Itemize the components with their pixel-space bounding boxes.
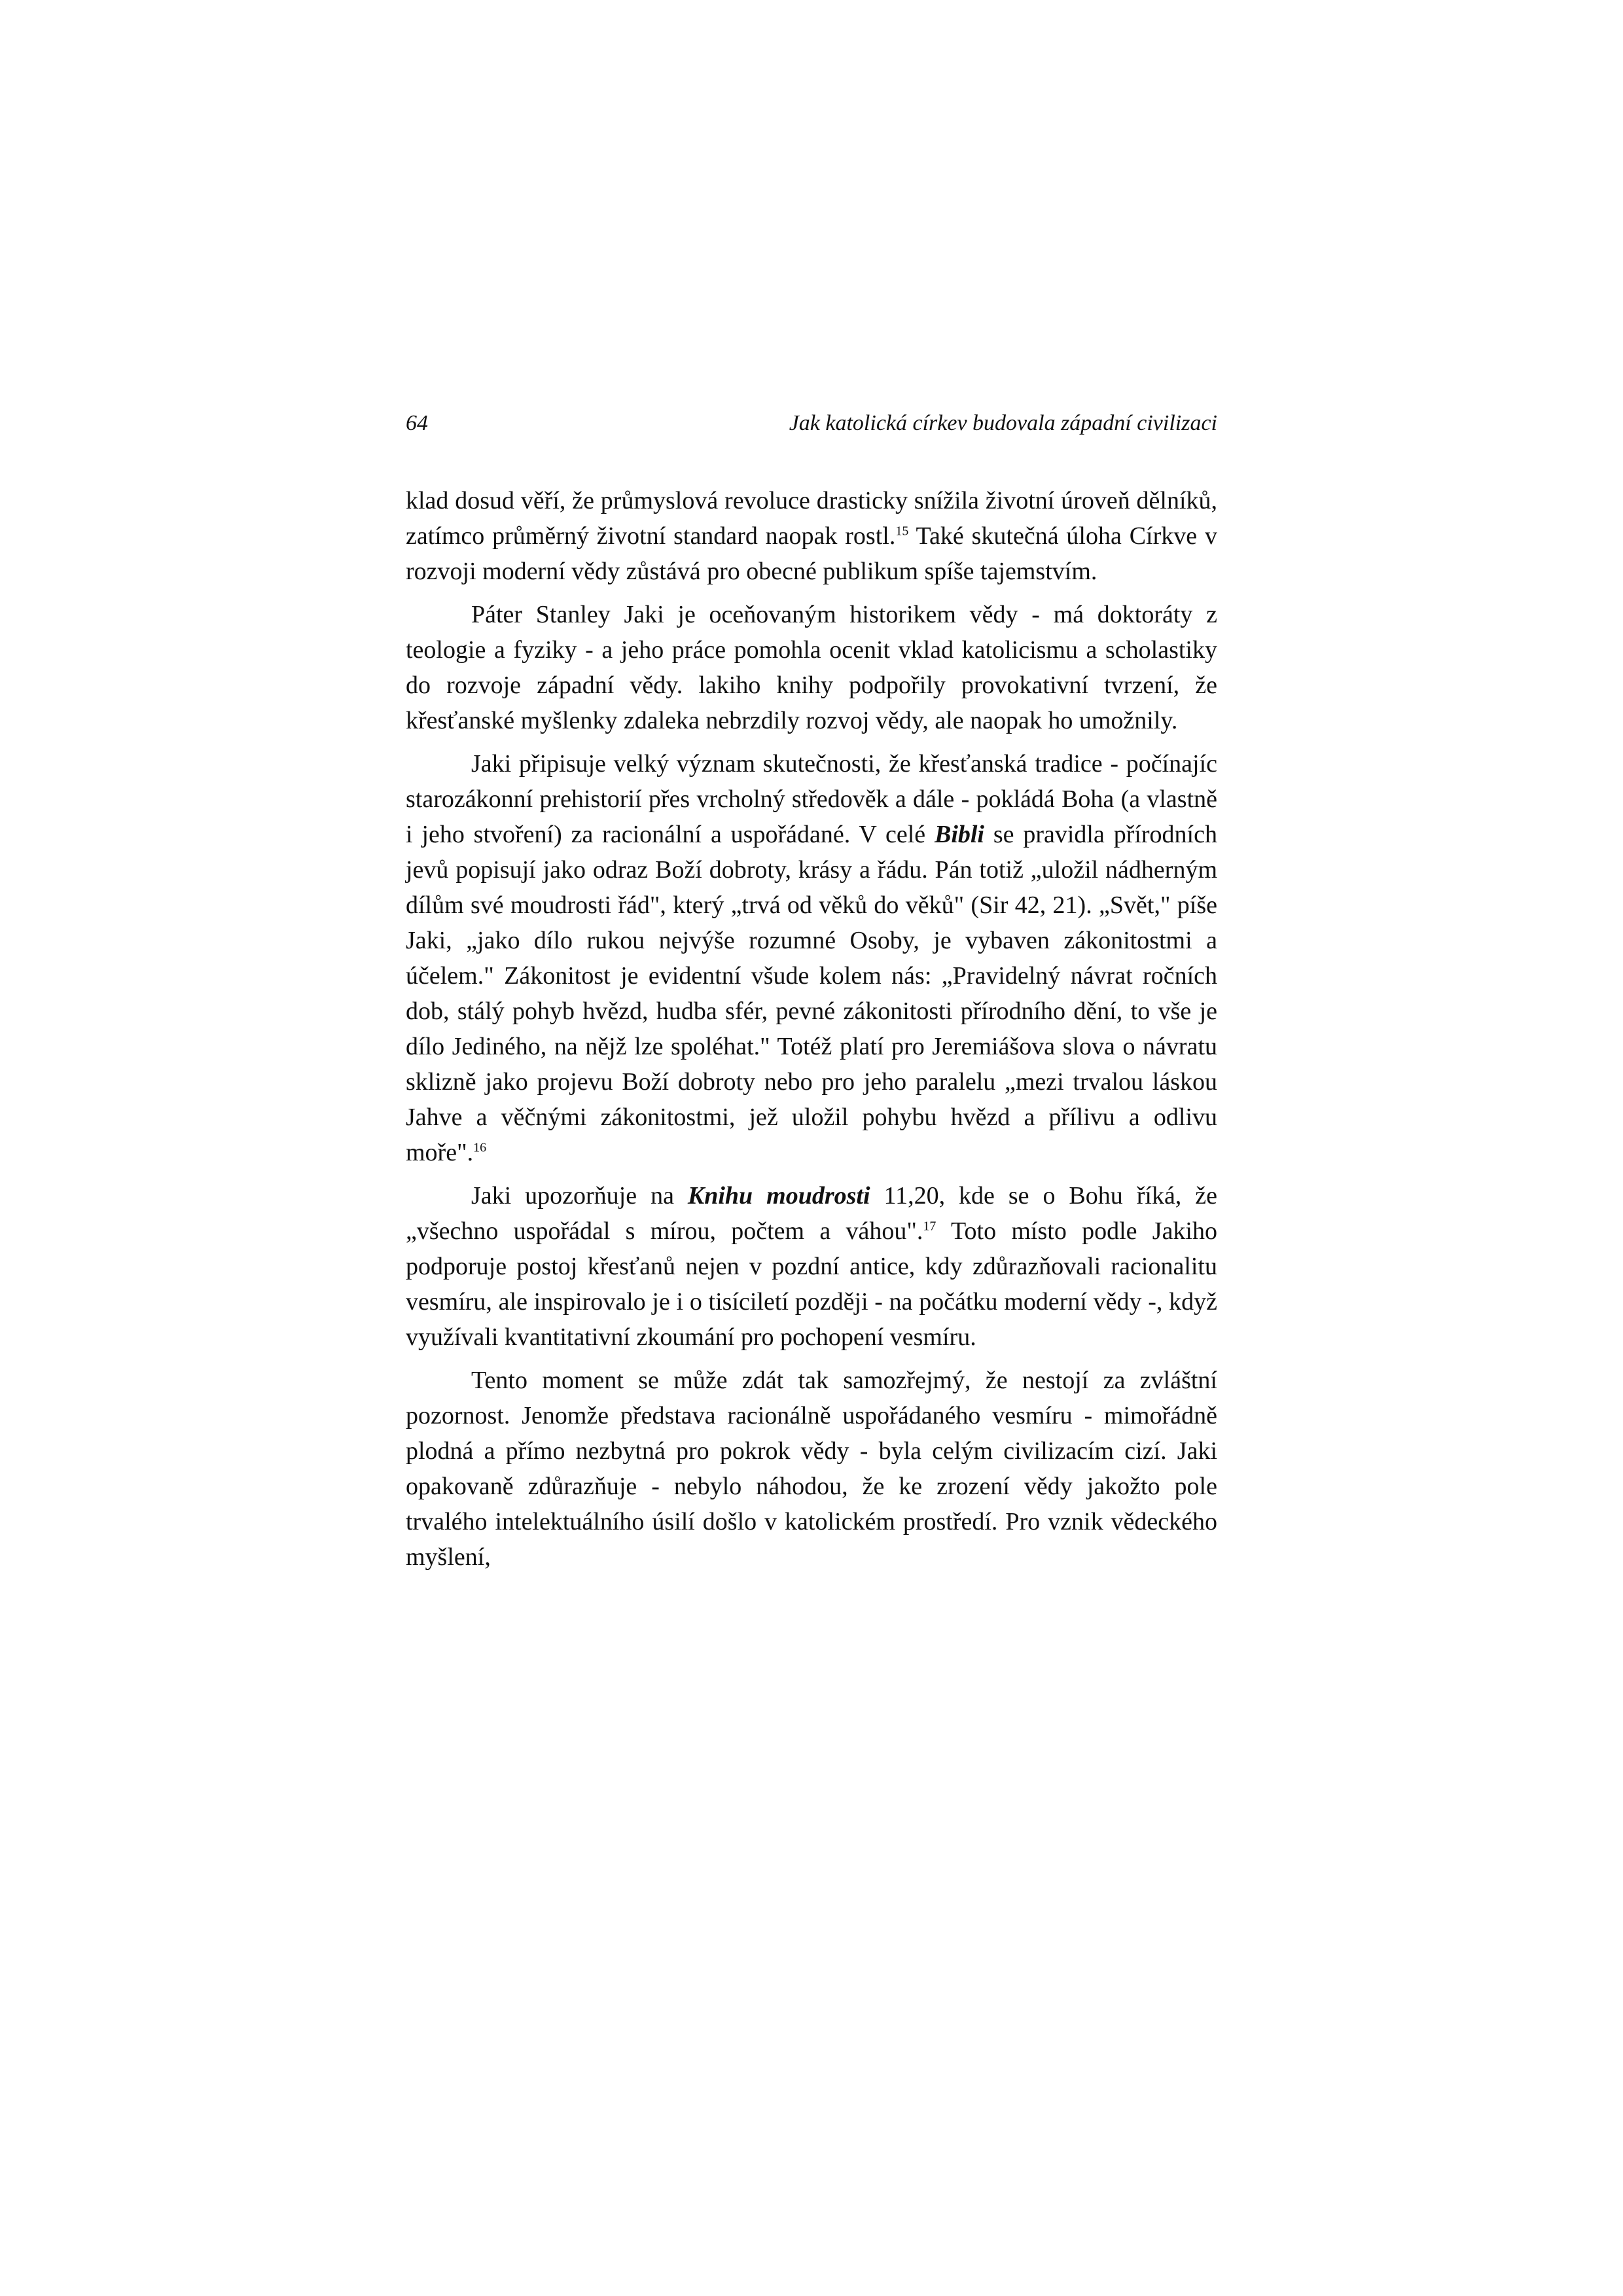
text-run: Jaki připisuje velký význam skutečnosti, že křesťanská tradice - počínajíc starozákonní prehistorií přes vrcholný středověk a dále - pokládá Boha (a vlastně i jeho stvoření) za racionální a uspořádané. V celé xyxy=(406,750,1217,848)
footnote-reference: 17 xyxy=(923,1219,936,1234)
body-text xyxy=(406,483,1217,1575)
text-run: Jaki upozorňuje na xyxy=(471,1182,688,1210)
running-header xyxy=(406,411,1217,450)
paragraph xyxy=(406,483,1217,589)
italic-title: Bibli xyxy=(934,821,984,848)
paragraph xyxy=(406,597,1217,738)
text-run: Také skutečná úloha Církve v rozvoji moderní vědy zůstává pro obecné publikum spíše tajemstvím. xyxy=(406,522,1217,585)
text-run: klad dosud věří, že průmyslová revoluce drasticky snížila životní úroveň dělníků, zatímco průměrný životní standard naopak rostl. xyxy=(406,487,1217,550)
text-run: Páter Stanley Jaki je oceňovaným historikem vědy - má doktoráty z teologie a fyziky - a jeho práce pomohla ocenit vklad katolicismu a scholastiky do rozvoje západní vědy. lakiho knihy podpořily provokativní tvrzení, že křesťanské myšlenky zdaleka nebrzdily rozvoj vědy, ale naopak ho umožnily. xyxy=(406,601,1217,734)
italic-title: Knihu moudrosti xyxy=(687,1182,870,1210)
text-run: Tento moment se může zdát tak samozřejmý, že nestojí za zvláštní pozornost. Jenomže představa racionálně uspořádaného vesmíru - mimořádně plodná a přímo nezbytná pro pokrok vědy - byla celým civilizacím cizí. Jaki opakovaně zdůrazňuje - nebylo náhodou, že ke zrození vědy jakožto pole trvalého intelektuálního úsilí došlo v katolickém prostředí. Pro vznik vědeckého myšlení, xyxy=(406,1367,1217,1571)
paragraph xyxy=(406,1178,1217,1355)
text-run: 11,20, kde se o Bohu říká, že „všechno uspořádal s mírou, počtem a váhou". xyxy=(406,1182,1217,1245)
paragraph xyxy=(406,1363,1217,1575)
paragraph xyxy=(406,746,1217,1170)
text-run: se pravidla přírodních jevů popisují jako odraz Boží dobroty, krásy a řádu. Pán totiž „uložil nádherným dílům své moudrosti řád", který „trvá od věků do věků" (Sir 42, 21). „Svět," píše Jaki, „jako dílo rukou nejvýše rozumné Osoby, je vybaven zákonitostmi a účelem." Zákonitost je evidentní všude kolem nás: „Pravidelný návrat ročních dob, stálý pohyb hvězd, hudba sfér, pevné zákonitosti přírodního dění, to vše je dílo Jediného, na nějž lze spoléhat." Totéž platí pro Jeremiášova slova o návratu sklizně jako projevu Boží dobroty nebo pro jeho paralelu „mezi trvalou láskou Jahve a věčnými zákonitostmi, jež uložil pohybu hvězd a přílivu a odlivu moře". xyxy=(406,821,1217,1166)
footnote-reference: 15 xyxy=(895,524,909,539)
text-run: Toto místo podle Jakiho podporuje postoj křesťanů nejen v pozdní antice, kdy zdůrazňovali racionalitu vesmíru, ale inspirovalo je i o tisíciletí později - na počátku moderní vědy -, když využívali kvantitativní zkoumání pro pochopení vesmíru. xyxy=(406,1217,1217,1351)
book-page xyxy=(406,411,1217,1575)
page-number: 64 xyxy=(406,411,428,435)
footnote-reference: 16 xyxy=(473,1140,487,1155)
running-title: Jak katolická církev budovala západní civilizaci xyxy=(789,411,1217,435)
